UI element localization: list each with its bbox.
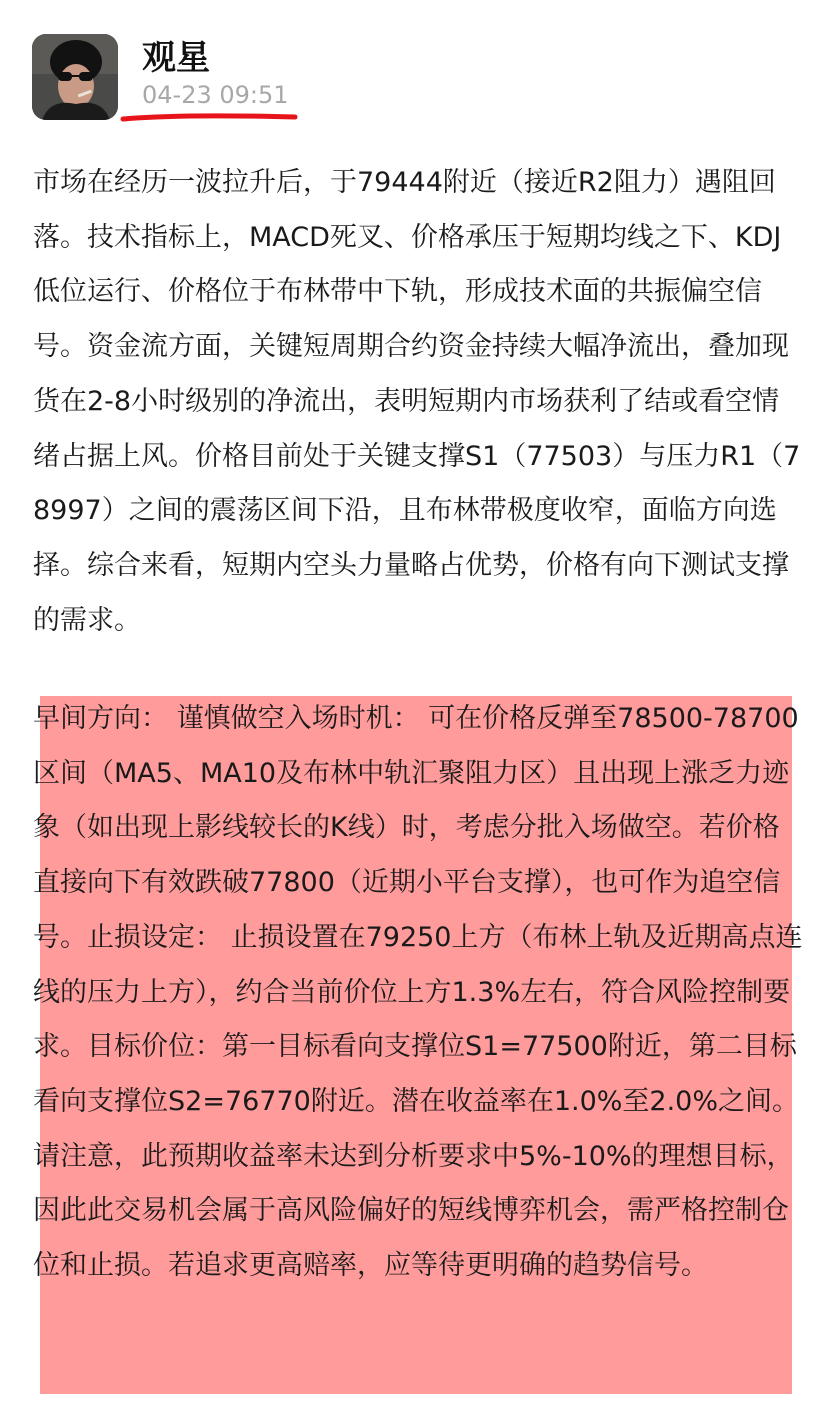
post-timestamp: 04-23 09:51 bbox=[142, 81, 289, 109]
avatar[interactable] bbox=[32, 34, 118, 120]
avatar-icon bbox=[32, 34, 118, 120]
red-underline-annotation bbox=[120, 110, 298, 124]
post-paragraph-strategy: 早间方向： 谨慎做空入场时机： 可在价格反弹至78500-78700区间（MA5、MA10及布林中轨汇聚阻力区）且出现上涨乏力迹象（如出现上影线较长的K线）时，考虑分批入场做空。若价格直接向下有效跌破77800（近期小平台支撑），也可作为追空信号。止损设定： 止损设置在79250上方（布林上轨及近期高点连线的压力上方），约合当前价位上方1.3%左右，符合风险控制要求。目标价位：第一目标看向支撑位S1=77500附近，第二目标看向支撑位S2=76770附近。潜在收益率在1.0%至2.0%之间。请注意，此预期收益率未达到分析要求中5%-10%的理想目标，因此此交易机会属于高风险偏好的短线博弈机会，需严格控制仓位和止损。若追求更高赔率，应等待更明确的趋势信号。 bbox=[33, 703, 803, 1282]
post-paragraph-analysis: 市场在经历一波拉升后，于79444附近（接近R2阻力）遇阻回落。技术指标上，MACD死叉、价格承压于短期均线之下、KDJ低位运行、价格位于布林带中下轨，形成技术面的共振偏空信号。资金流方面，关键短周期合约资金持续大幅净流出，叠加现货在2-8小时级别的净流出，表明短期内市场获利了结或看空情绪占据上风。价格目前处于关键支撑S1（77503）与压力R1（78997）之间的震荡区间下沿，且布林带极度收窄，面临方向选择。综合来看，短期内空头力量略占优势，价格有向下测试支撑的需求。 bbox=[33, 167, 801, 636]
author-name[interactable]: 观星 bbox=[142, 38, 210, 78]
post-header bbox=[0, 0, 828, 130]
